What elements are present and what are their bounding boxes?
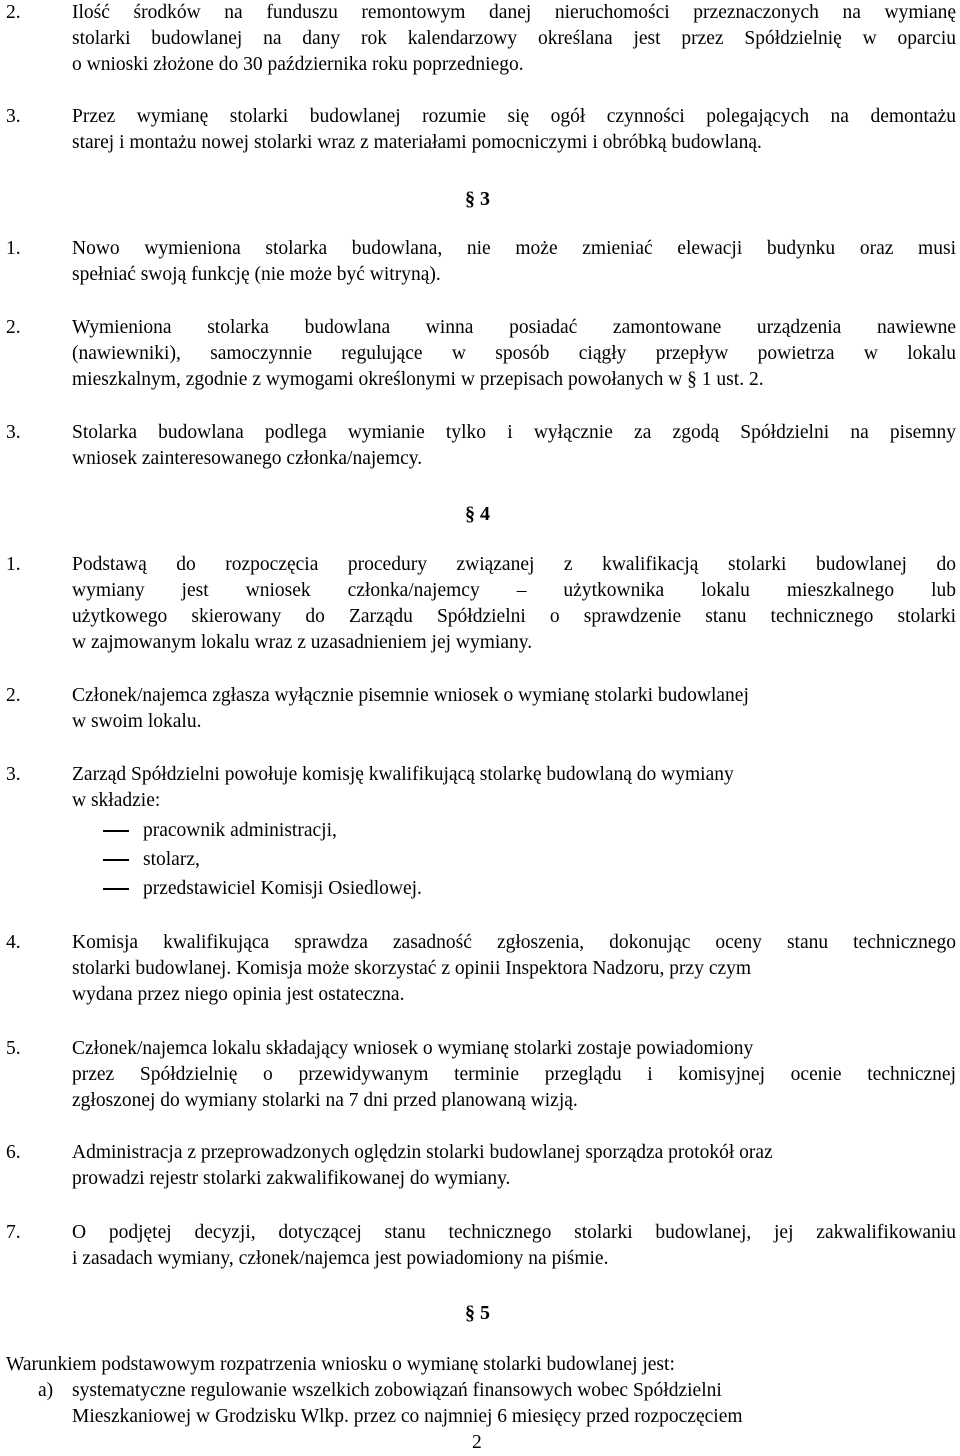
paragraph-text (72, 104, 956, 156)
text-line: o wnioski złożone do 30 października roku poprzedniego. (72, 54, 524, 75)
paragraph-text (72, 683, 956, 735)
text-line: Podstawą do rozpoczęcia procedury związanej z kwalifikacją stolarki budowlanej do (72, 554, 956, 575)
text-line: O podjętej decyzji, dotyczącej stanu technicznego stolarki budowlanej, jej zakwalifikowaniu (72, 1222, 956, 1243)
dash-bullet-icon (103, 888, 129, 890)
text-line: w zajmowanym lokalu wraz z uzasadnieniem jej wymiany. (72, 632, 533, 653)
section-heading-4: § 4 (465, 503, 490, 525)
committee-member (103, 818, 337, 844)
paragraph-number: 3. (6, 764, 21, 785)
paragraph-text (72, 0, 956, 78)
paragraph-text (72, 762, 956, 814)
s5-intro: Warunkiem podstawowym rozpatrzenia wniosku o wymianę stolarki budowlanej jest: (6, 1354, 675, 1375)
paragraph-number: 5. (6, 1038, 21, 1059)
text-line: Ilość środków na funduszu remontowym danej nieruchomości przeznaczonych na wymianę (72, 2, 956, 23)
member-label: przedstawiciel Komisji Osiedlowej. (143, 878, 422, 899)
text-line: i zasadach wymiany, członek/najemca jest powiadomiony na piśmie. (72, 1248, 609, 1269)
text-line: starej i montażu nowej stolarki wraz z materiałami pomocniczymi i obróbką budowlaną. (72, 132, 762, 153)
committee-member (103, 876, 422, 902)
text-line: użytkowego skierowany do Zarządu Spółdzielni o sprawdzenie stanu technicznego stolarki (72, 606, 956, 627)
condition-letter: a) (38, 1380, 54, 1401)
text-line: wymiany jest wniosek członka/najemcy – użytkownika lokalu mieszkalnego lub (72, 580, 956, 601)
text-line: Administracja z przeprowadzonych oględzin stolarki budowlanej sporządza protokół oraz (72, 1142, 773, 1163)
text-line: Mieszkaniowej w Grodzisku Wlkp. przez co najmniej 6 miesięcy przed rozpoczęciem (72, 1406, 743, 1427)
paragraph-number: 1. (6, 554, 21, 575)
paragraph-number: 2. (6, 317, 21, 338)
text-line: spełniać swoją funkcję (nie może być witryną). (72, 264, 441, 285)
text-line: w swoim lokalu. (72, 711, 202, 732)
condition-text (72, 1378, 956, 1430)
dash-bullet-icon (103, 830, 129, 832)
text-line: Nowo wymieniona stolarka budowlana, nie może zmieniać elewacji budynku oraz musi (72, 238, 956, 259)
text-line: prowadzi rejestr stolarki zakwalifikowanej do wymiany. (72, 1168, 511, 1189)
text-line: wniosek zainteresowanego członka/najemcy. (72, 448, 423, 469)
text-line: stolarki budowlanej. Komisja może skorzystać z opinii Inspektora Nadzoru, przy czym (72, 958, 752, 979)
paragraph-text (72, 420, 956, 472)
text-line: Przez wymianę stolarki budowlanej rozumie się ogół czynności polegających na demontażu (72, 106, 956, 127)
text-line: Stolarka budowlana podlega wymianie tylko i wyłącznie za zgodą Spółdzielni na pisemny (72, 422, 956, 443)
committee-member (103, 847, 200, 873)
paragraph-text (72, 236, 956, 288)
paragraph-text (72, 1036, 956, 1114)
paragraph-text (72, 552, 956, 656)
text-line: Członek/najemca lokalu składający wniosek o wymianę stolarki zostaje powiadomiony (72, 1038, 754, 1059)
paragraph-number: 1. (6, 238, 21, 259)
paragraph-number: 2. (6, 685, 21, 706)
member-label: pracownik administracji, (143, 820, 337, 841)
member-label: stolarz, (143, 849, 200, 870)
dash-bullet-icon (103, 859, 129, 861)
text-line: (nawiewniki), samoczynnie regulujące w sposób ciągły przepływ powietrza w lokalu (72, 343, 956, 364)
paragraph-number: 4. (6, 932, 21, 953)
text-line: zgłoszonej do wymiany stolarki na 7 dni przed planowaną wizją. (72, 1090, 578, 1111)
text-line: systematyczne regulowanie wszelkich zobowiązań finansowych wobec Spółdzielni (72, 1380, 722, 1401)
text-line: wydana przez niego opinia jest ostateczna. (72, 984, 405, 1005)
text-line: przez Spółdzielnię o przewidywanym terminie przeglądu i komisyjnej ocenie technicznej (72, 1064, 956, 1085)
text-line: stolarki budowlanej na dany rok kalendarzowy określana jest przez Spółdzielnię w oparciu (72, 28, 956, 49)
paragraph-number: 3. (6, 422, 21, 443)
paragraph-text (72, 1220, 956, 1272)
paragraph-number: 3. (6, 106, 21, 127)
paragraph-number: 6. (6, 1142, 21, 1163)
paragraph-text (72, 1140, 956, 1192)
text-line: Wymieniona stolarka budowlana winna posiadać zamontowane urządzenia nawiewne (72, 317, 956, 338)
page-number: 2 (472, 1432, 482, 1453)
text-line: Zarząd Spółdzielni powołuje komisję kwalifikującą stolarkę budowlaną do wymiany (72, 764, 734, 785)
paragraph-text (72, 315, 956, 393)
paragraph-number: 2. (6, 2, 21, 23)
text-line: w składzie: (72, 790, 161, 811)
text-line: mieszkalnym, zgodnie z wymogami określonymi w przepisach powołanych w § 1 ust. 2. (72, 369, 764, 390)
text-line: Komisja kwalifikująca sprawdza zasadność zgłoszenia, dokonując oceny stanu technicznego (72, 932, 956, 953)
text-line: Członek/najemca zgłasza wyłącznie pisemnie wniosek o wymianę stolarki budowlanej (72, 685, 749, 706)
section-heading-5: § 5 (465, 1302, 490, 1324)
paragraph-text (72, 930, 956, 1008)
section-heading-3: § 3 (465, 188, 490, 210)
paragraph-number: 7. (6, 1222, 21, 1243)
